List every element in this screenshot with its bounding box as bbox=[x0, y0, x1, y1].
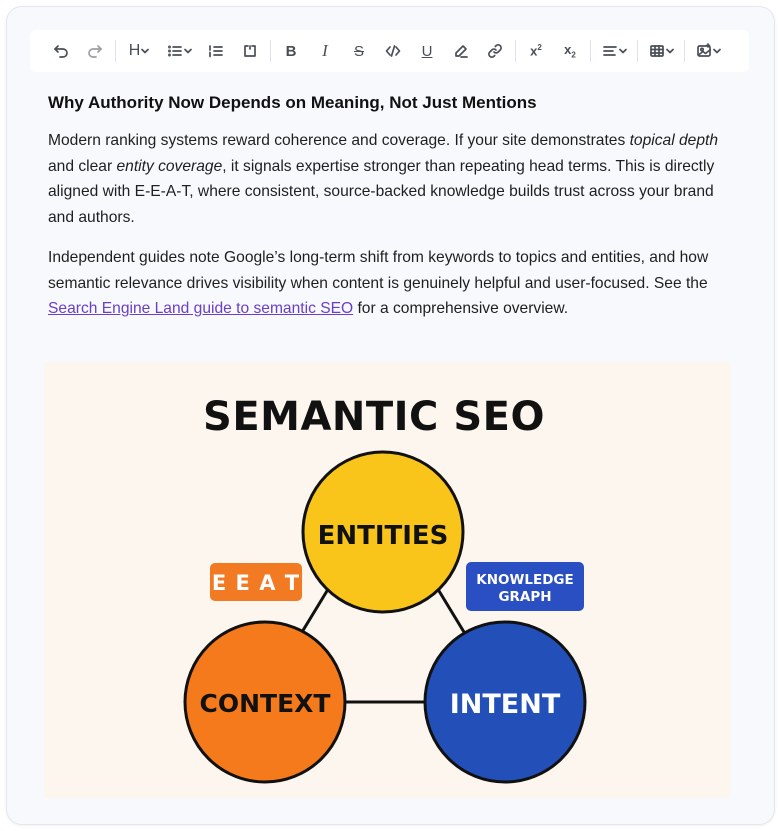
chevron-down-icon bbox=[141, 47, 149, 55]
superscript-button[interactable] bbox=[519, 36, 553, 66]
table-icon bbox=[649, 43, 665, 59]
highlight-icon bbox=[453, 43, 469, 59]
toolbar-divider bbox=[637, 40, 638, 62]
strikethrough-icon: S bbox=[353, 42, 364, 60]
toolbar-divider bbox=[115, 40, 116, 62]
eeat-label: E E A T bbox=[211, 571, 301, 595]
heading-dropdown[interactable] bbox=[119, 36, 159, 66]
chevron-down-icon bbox=[713, 47, 721, 55]
ordered-list-button[interactable] bbox=[199, 36, 233, 66]
code-button[interactable] bbox=[376, 36, 410, 66]
blockquote-icon bbox=[242, 43, 258, 59]
toolbar-divider bbox=[684, 40, 685, 62]
heading-icon: H bbox=[128, 42, 141, 59]
knowledge-graph-label-line1: KNOWLEDGE bbox=[476, 572, 574, 588]
semantic-seo-guide-link[interactable]: Search Engine Land guide to semantic SEO bbox=[48, 300, 354, 317]
highlight-button[interactable] bbox=[444, 36, 478, 66]
paragraph-2: Independent guides note Google’s long-term shift from keywords to topics and entities, and how semantic relevance drives visibility when content is genuinely helpful and user-focused. See the Search Engine Land guide to semantic SEO for a comprehensive overview. bbox=[48, 249, 709, 317]
link-button[interactable] bbox=[478, 36, 512, 66]
entities-label: ENTITIES bbox=[317, 521, 449, 551]
superscript-icon: $x^2$ bbox=[530, 43, 542, 59]
align-icon bbox=[602, 43, 618, 59]
link-icon bbox=[487, 43, 503, 59]
bold-icon: B bbox=[285, 42, 297, 60]
table-dropdown[interactable] bbox=[641, 36, 681, 66]
chevron-down-icon bbox=[666, 47, 674, 55]
bullet-list-icon bbox=[167, 43, 183, 59]
image-icon bbox=[696, 43, 712, 59]
toolbar-divider bbox=[270, 40, 271, 62]
image-dropdown[interactable] bbox=[688, 36, 728, 66]
ordered-list-icon bbox=[208, 43, 224, 59]
underline-button[interactable] bbox=[410, 36, 444, 66]
redo-button[interactable] bbox=[78, 36, 112, 66]
undo-icon bbox=[53, 43, 69, 59]
blockquote-button[interactable] bbox=[233, 36, 267, 66]
italic-icon: I bbox=[322, 41, 328, 60]
paragraph-1: Modern ranking systems reward coherence and coverage. If your site demonstrates topical depth and clear entity coverage, it signals expertise stronger than repeating head terms. This is directly aligned with E-E-A-T, where consistent, source-backed knowledge builds trust across your brand and authors. bbox=[48, 132, 719, 226]
subscript-icon: $x_2$ bbox=[564, 42, 576, 60]
diagram-title: SEMANTIC SEO bbox=[203, 394, 545, 440]
toolbar-divider bbox=[590, 40, 591, 62]
align-dropdown[interactable] bbox=[594, 36, 634, 66]
toolbar-divider bbox=[515, 40, 516, 62]
undo-button[interactable] bbox=[44, 36, 78, 66]
subscript-button[interactable] bbox=[553, 36, 587, 66]
intent-label: INTENT bbox=[449, 689, 561, 720]
semantic-seo-diagram-svg bbox=[44, 362, 730, 798]
code-icon bbox=[385, 43, 401, 59]
italic-button[interactable] bbox=[308, 36, 342, 66]
chevron-down-icon bbox=[184, 47, 192, 55]
semantic-seo-diagram bbox=[44, 362, 730, 798]
underline-icon: U bbox=[421, 42, 433, 60]
bullet-list-dropdown[interactable] bbox=[159, 36, 199, 66]
context-label: CONTEXT bbox=[199, 689, 331, 718]
knowledge-graph-label-line2: GRAPH bbox=[498, 589, 552, 605]
redo-icon bbox=[87, 43, 103, 59]
article-heading: Why Authority Now Depends on Meaning, Not Just Mentions bbox=[48, 93, 537, 112]
editor-toolbar bbox=[30, 30, 749, 72]
bold-button[interactable] bbox=[274, 36, 308, 66]
editor-content[interactable] bbox=[48, 92, 738, 337]
strikethrough-button[interactable] bbox=[342, 36, 376, 66]
chevron-down-icon bbox=[619, 47, 627, 55]
